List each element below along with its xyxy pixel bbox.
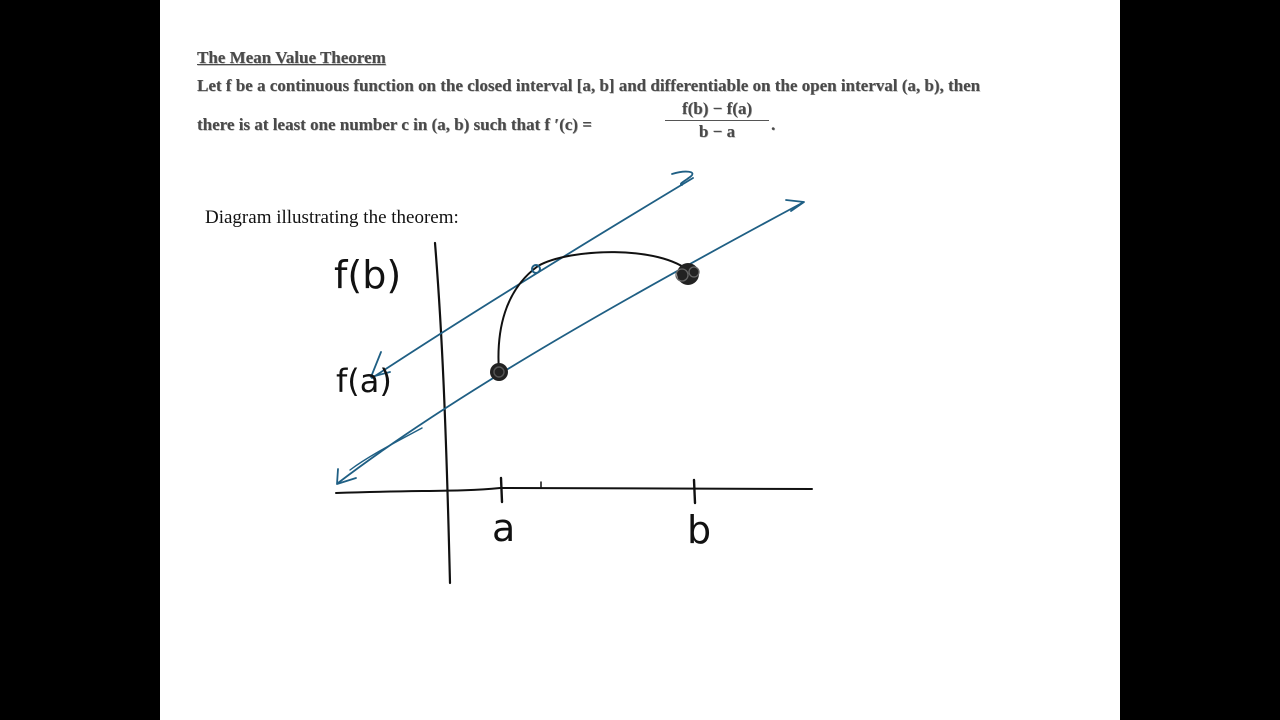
secant-line	[338, 203, 802, 483]
tangent-line	[372, 178, 693, 378]
function-curve	[498, 252, 690, 372]
fraction-numerator: f(b) − f(a)	[665, 99, 769, 121]
label-fb: f(b)	[334, 253, 402, 297]
document-page	[160, 0, 1120, 720]
point-a-fa	[490, 363, 508, 381]
point-b-fb	[676, 263, 699, 285]
theorem-title: The Mean Value Theorem	[197, 48, 386, 67]
tick-b	[694, 480, 695, 503]
tick-a	[501, 478, 502, 502]
diagram-caption: Diagram illustrating the theorem:	[205, 207, 459, 228]
label-fa: f(a)	[336, 362, 392, 400]
fraction-denominator: b − a	[698, 122, 736, 141]
label-a: a	[492, 506, 516, 550]
mvt-sketch	[160, 0, 1120, 720]
statement-period: .	[771, 115, 776, 134]
theorem-statement-line-1: Let f be a continuous function on the closed interval [a, b] and differentiable on the open interval (a, b), then	[197, 76, 981, 95]
x-axis	[336, 488, 812, 493]
theorem-statement-line-2: there is at least one number c in (a, b) such that f ′(c) =	[197, 115, 592, 134]
tangent-arrowhead-end	[672, 172, 692, 185]
label-b: b	[687, 508, 712, 552]
